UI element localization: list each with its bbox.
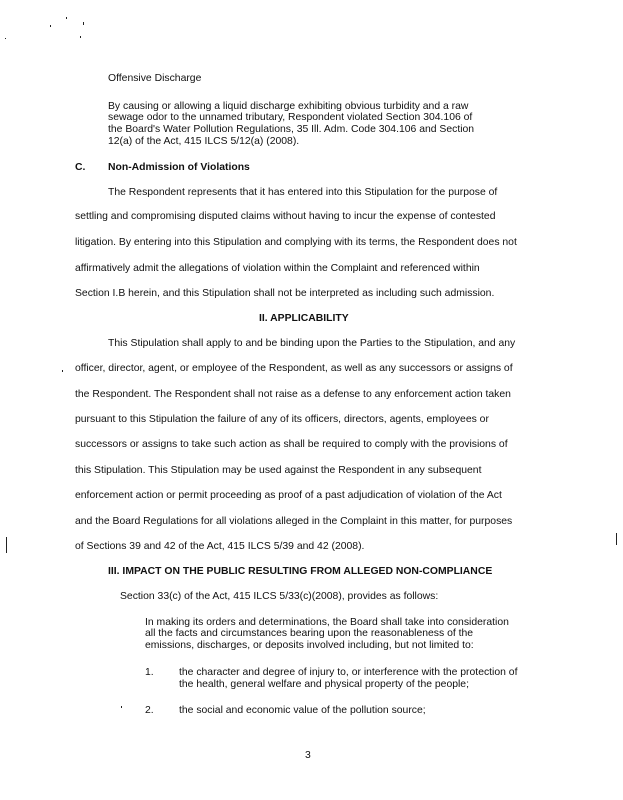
list-item-line: the health, general welfare and physical property of the people; [179, 679, 469, 690]
list-number: 2. [145, 705, 154, 716]
paragraph-line: Section 33(c) of the Act, 415 ILCS 5/33(c)(2008), provides as follows: [120, 591, 439, 602]
list-number: 1. [145, 667, 154, 678]
section-letter: C. [75, 162, 86, 173]
paragraph-line: sewage odor to the unnamed tributary, Respondent violated Section 304.106 of [108, 112, 473, 123]
paragraph-line: affirmatively admit the allegations of violation within the Complaint and referenced within [75, 263, 480, 274]
paragraph-line: litigation. By entering into this Stipulation and complying with its terms, the Respondent does not [75, 237, 517, 248]
list-item-line: the character and degree of injury to, or interference with the protection of [179, 667, 518, 678]
section-heading: III. IMPACT ON THE PUBLIC RESULTING FROM ALLEGED NON-COMPLIANCE [108, 566, 493, 577]
scan-speck [62, 370, 63, 372]
paragraph-line: enforcement action or permit proceeding as proof of a past adjudication of violation of the Act [75, 490, 502, 501]
scan-speck [66, 17, 67, 19]
paragraph-line: settling and compromising disputed claims without having to incur the expense of contested [75, 211, 496, 222]
paragraph-line: and the Board Regulations for all violations alleged in the Complaint in this matter, for purposes [75, 516, 513, 527]
scan-edge-mark [6, 537, 7, 553]
scan-speck [121, 706, 122, 708]
scan-speck [5, 38, 6, 39]
scan-edge-mark [616, 533, 617, 545]
paragraph-line: this Stipulation. This Stipulation may be used against the Respondent in any subsequent [75, 465, 482, 476]
paragraph-line: the Board's Water Pollution Regulations, 35 Ill. Adm. Code 304.106 and Section [108, 124, 475, 135]
paragraph-line: officer, director, agent, or employee of the Respondent, as well as any successors or assigns of [75, 363, 513, 374]
quote-line: emissions, discharges, or deposits involved including, but not limited to: [145, 640, 474, 651]
list-item-line: the social and economic value of the pollution source; [179, 705, 426, 716]
paragraph-line: 12(a) of the Act, 415 ILCS 5/12(a) (2008). [108, 136, 300, 147]
page-number: 3 [305, 750, 311, 761]
paragraph-line: This Stipulation shall apply to and be binding upon the Parties to the Stipulation, and any [108, 338, 516, 349]
subsection-title: Offensive Discharge [108, 73, 202, 84]
quote-line: In making its orders and determinations, the Board shall take into consideration [145, 617, 509, 628]
paragraph-line: The Respondent represents that it has entered into this Stipulation for the purpose of [108, 187, 498, 198]
paragraph-line: of Sections 39 and 42 of the Act, 415 ILCS 5/39 and 42 (2008). [75, 541, 365, 552]
quote-line: all the facts and circumstances bearing upon the reasonableness of the [145, 628, 474, 639]
paragraph-line: Section I.B herein, and this Stipulation shall not be interpreted as including such admission. [75, 288, 495, 299]
paragraph-line: By causing or allowing a liquid discharge exhibiting obvious turbidity and a raw [108, 101, 469, 112]
paragraph-line: the Respondent. The Respondent shall not raise as a defense to any enforcement action taken [75, 389, 511, 400]
section-heading: Non-Admission of Violations [108, 162, 250, 173]
scan-speck [50, 25, 51, 27]
paragraph-line: pursuant to this Stipulation the failure of any of its officers, directors, agents, employees or [75, 414, 489, 425]
scan-speck [83, 22, 84, 25]
section-heading: II. APPLICABILITY [259, 313, 349, 324]
scan-speck [80, 36, 81, 38]
paragraph-line: successors or assigns to take such action as shall be required to comply with the provisions of [75, 439, 508, 450]
